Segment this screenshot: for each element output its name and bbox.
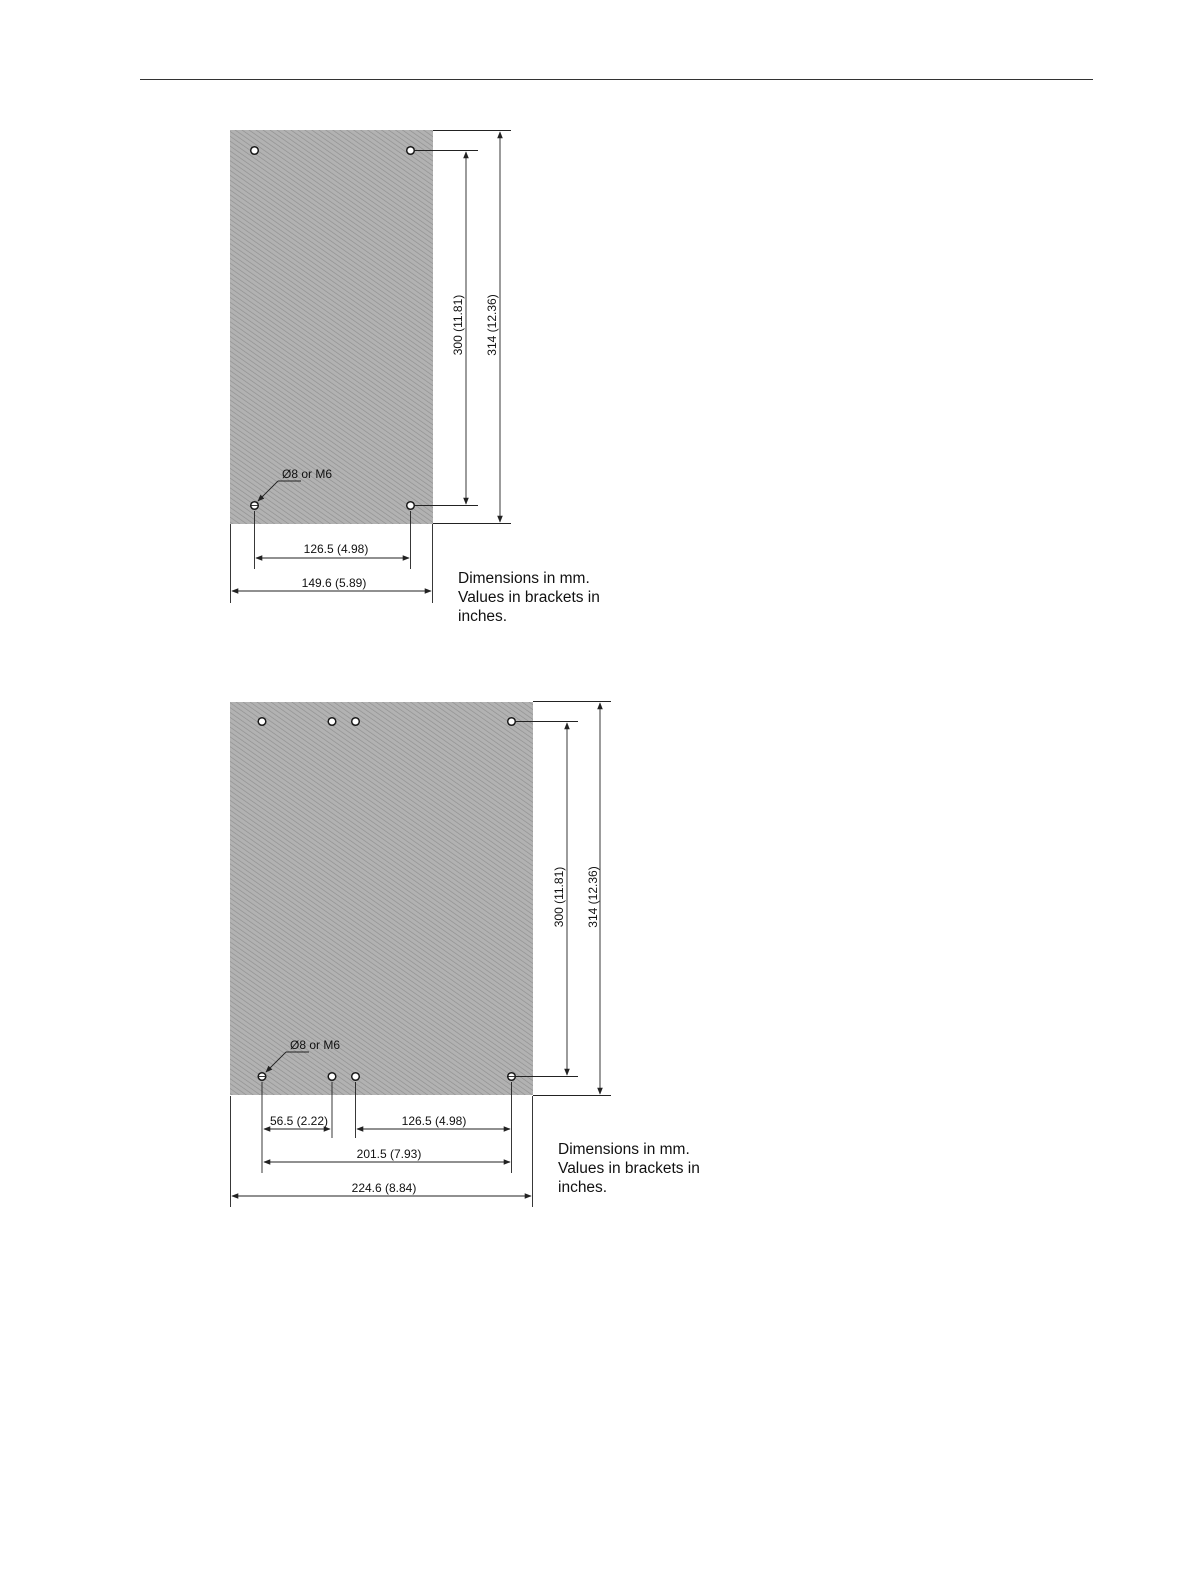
dimension-label-height-outer: 314 (12.36) xyxy=(485,294,499,356)
mounting-drawing-2 xyxy=(230,702,700,1208)
hole-callout-label: Ø8 or M6 xyxy=(282,467,333,481)
dimension-label-width-outer: 224.6 (8.84) xyxy=(351,1181,417,1195)
dimension-label-width-right: 126.5 (4.98) xyxy=(401,1114,467,1128)
mounting-hole xyxy=(407,147,415,155)
mounting-hole xyxy=(328,718,336,726)
dimension-label-height-inner: 300 (11.81) xyxy=(451,294,465,356)
units-note-line: Values in brackets in xyxy=(458,589,600,606)
dimension-label-width-left: 56.5 (2.22) xyxy=(269,1114,329,1128)
units-note-line: inches. xyxy=(558,1179,608,1196)
mounting-hole xyxy=(352,718,360,726)
hole-callout-label: Ø8 or M6 xyxy=(290,1038,341,1052)
mounting-hole xyxy=(407,502,415,510)
dimension-label-width-inner: 201.5 (7.93) xyxy=(356,1147,422,1161)
units-note-line: Dimensions in mm. xyxy=(458,570,590,587)
mounting-hole xyxy=(251,147,259,155)
mounting-drawing-1 xyxy=(230,130,600,625)
units-note-line: Dimensions in mm. xyxy=(558,1141,690,1158)
mounting-hole-marked xyxy=(251,502,259,510)
mounting-hole xyxy=(508,718,516,726)
dimension-label-height-outer: 314 (12.36) xyxy=(586,866,600,928)
mounting-hole xyxy=(352,1073,360,1081)
dimension-label-height-inner: 300 (11.81) xyxy=(552,866,566,928)
dimension-label-width-inner: 126.5 (4.98) xyxy=(303,542,369,556)
mounting-plate-2 xyxy=(230,702,533,1095)
mounting-plate-1 xyxy=(230,130,433,524)
mounting-hole xyxy=(258,718,266,726)
units-note-line: Values in brackets in xyxy=(558,1160,700,1177)
mounting-hole xyxy=(328,1073,336,1081)
mounting-hole-marked xyxy=(508,1073,516,1081)
mounting-hole-marked xyxy=(258,1073,266,1081)
units-note-line: inches. xyxy=(458,608,508,625)
dimension-label-width-outer: 149.6 (5.89) xyxy=(301,576,367,590)
